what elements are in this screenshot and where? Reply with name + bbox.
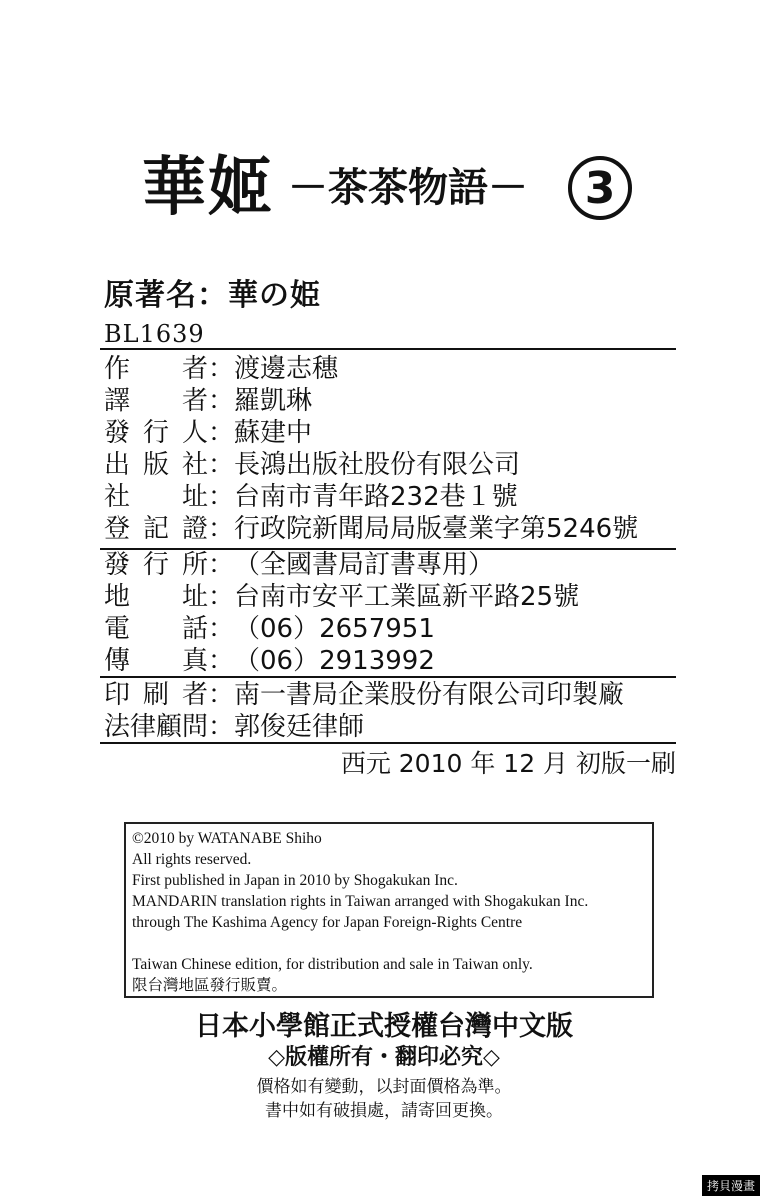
- info-label: 地 址: [104, 581, 208, 612]
- original-title: 原著名：華の姫: [104, 278, 321, 313]
- info-row: 發 行 所 ： （全國書局訂書專用）: [104, 546, 704, 578]
- info-row: 電 話 ： （06）2657951: [104, 610, 704, 642]
- info-value: （06）2913992: [234, 645, 435, 676]
- info-row: 社 址 ： 台南市青年路232巷１號: [104, 478, 704, 510]
- license-statement: 日本小學館正式授權台灣中文版: [195, 1011, 573, 1042]
- info-label: 印 刷 者: [104, 679, 208, 710]
- copyright-line: All rights reserved.: [132, 851, 252, 868]
- info-row: 法 律 顧 問 ： 郭俊廷律師: [104, 708, 704, 740]
- info-label: 登 記 證: [104, 513, 208, 544]
- book-title: [142, 148, 702, 228]
- info-value: 行政院新聞局局版臺業字第5246號: [234, 513, 639, 544]
- copyright-line: 限台灣地區發行販賣。: [132, 977, 288, 994]
- copyright-box: [124, 822, 654, 998]
- info-row: 發 行 人 ： 蘇建中: [104, 414, 704, 446]
- info-label: 發 行 人: [104, 417, 208, 448]
- volume-number: 3: [584, 162, 616, 214]
- price-notice: 價格如有變動，以封面價格為準。: [256, 1077, 512, 1097]
- book-code: BL1639: [104, 320, 205, 348]
- info-row: 出 版 社 ： 長鴻出版社股份有限公司: [104, 446, 704, 478]
- volume-badge: [568, 156, 632, 220]
- info-label: 出 版 社: [104, 449, 208, 480]
- copyright-line: First published in Japan in 2010 by Shogakukan Inc.: [132, 872, 458, 889]
- title-main: 華姬: [142, 151, 274, 225]
- info-row: 譯 者 ： 羅凱琳: [104, 382, 704, 414]
- watermark: 拷貝漫畫: [702, 1175, 760, 1196]
- info-row: 傳 真 ： （06）2913992: [104, 642, 704, 674]
- rights-reserved: ◇版權所有・翻印必究◇: [268, 1045, 500, 1070]
- damage-notice: 書中如有破損處，請寄回更換。: [265, 1101, 503, 1121]
- info-row: 印 刷 者 ： 南一書局企業股份有限公司印製廠: [104, 676, 704, 708]
- info-value: 羅凱琳: [234, 385, 313, 416]
- copyright-line: Taiwan Chinese edition, for distribution and sale in Taiwan only.: [132, 956, 533, 973]
- info-label: 譯 者: [104, 385, 208, 416]
- copyright-line: MANDARIN translation rights in Taiwan arranged with Shogakukan Inc.: [132, 893, 589, 910]
- copyright-line: ©2010 by WATANABE Shiho: [132, 830, 322, 847]
- info-label: 作 者: [104, 353, 208, 384]
- edition-line: 西元 2010 年 12 月 初版一刷: [340, 749, 676, 778]
- info-value: （全國書局訂書專用）: [234, 549, 495, 580]
- info-label: 法 律 顧 問: [104, 711, 209, 742]
- info-value: 南一書局企業股份有限公司印製廠: [234, 679, 625, 710]
- title-subtitle: －茶茶物語－: [288, 165, 528, 211]
- info-label: 傳 真: [104, 645, 208, 676]
- info-value: 台南市安平工業區新平路25號: [234, 581, 580, 612]
- info-label: 電 話: [104, 613, 208, 644]
- info-row: 登 記 證 ： 行政院新聞局局版臺業字第5246號: [104, 510, 704, 542]
- info-label: 社 址: [104, 481, 208, 512]
- info-value: 郭俊廷律師: [234, 711, 365, 742]
- info-value: 渡邊志穗: [234, 353, 339, 384]
- info-value: 台南市青年路232巷１號: [234, 481, 518, 512]
- copyright-line: through The Kashima Agency for Japan Foreign-Rights Centre: [132, 914, 523, 931]
- info-value: 長鴻出版社股份有限公司: [234, 449, 521, 480]
- info-value: 蘇建中: [234, 417, 313, 448]
- info-value: （06）2657951: [234, 613, 435, 644]
- info-row: 作 者 ： 渡邊志穗: [104, 350, 704, 382]
- info-row: 地 址 ： 台南市安平工業區新平路25號: [104, 578, 704, 610]
- info-label: 發 行 所: [104, 549, 208, 580]
